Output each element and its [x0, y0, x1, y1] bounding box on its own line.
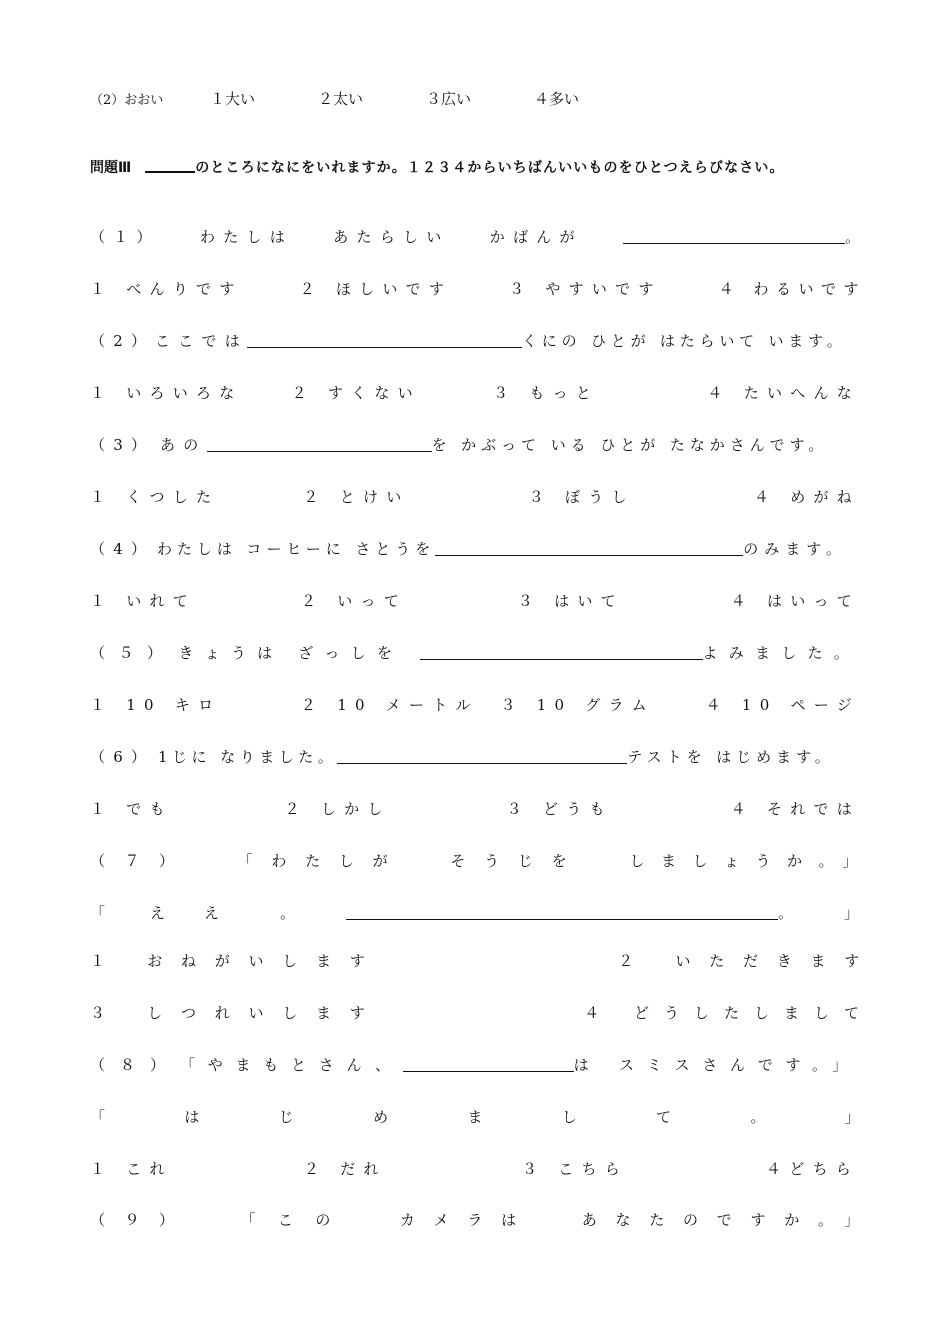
answer-blank [337, 749, 627, 764]
question-text: ここでは [155, 331, 249, 350]
question-7 [90, 848, 874, 872]
options-2 [90, 380, 860, 404]
option-2: ２ いって [300, 591, 407, 610]
question-number: （6） [90, 747, 155, 766]
reply-text: ええ [150, 903, 259, 922]
question-text: 。 [844, 227, 860, 246]
question-text: あの [160, 435, 207, 454]
question-5 [90, 640, 860, 664]
quote-close: 」 [844, 903, 860, 922]
question-4 [90, 536, 860, 560]
answer-blank [247, 333, 522, 348]
question-text: あなたのですか。」 [581, 1210, 878, 1229]
question-text: くにの ひとが はたらいて います。 [522, 331, 847, 350]
option-4: ４どちら [766, 1159, 860, 1178]
reply-char: 「 [90, 1107, 106, 1126]
question-number: （3） [90, 435, 155, 454]
question-2-oooi [90, 86, 860, 110]
answer-blank [623, 229, 845, 244]
question-1 [90, 224, 860, 248]
option-1: １ くつした [90, 487, 220, 506]
reply-8 [90, 1104, 860, 1128]
option-3: ３ もっと [493, 383, 600, 402]
question-text: わたしは [199, 227, 293, 246]
question-text: きょうは [178, 643, 284, 662]
option-2: ２ いただきます [618, 951, 878, 970]
option-4: ４ たいへんな [707, 383, 860, 402]
option-3: ３ しつれいします [90, 1003, 384, 1022]
answer-blank [403, 1057, 574, 1072]
section-instruction: のところになにをいれますか。１２３４からいちばんいいものをひとつえらびなさい。 [195, 160, 785, 176]
question-number: （１） [90, 227, 160, 246]
option-2: ２ だれ [304, 1159, 387, 1178]
option-4: ４多い [534, 89, 580, 108]
option-1: １ おねがいします [90, 951, 384, 970]
option-3: ３ やすいです [509, 279, 662, 298]
option-4: ４ わるいです [718, 279, 866, 298]
question-number: （７） [90, 851, 194, 870]
question-8 [90, 1052, 860, 1076]
options-4 [90, 588, 860, 612]
reply-char: め [373, 1107, 389, 1126]
question-text: テストを はじめます。 [627, 747, 835, 766]
option-1: １ べんりです [90, 279, 243, 298]
option-3: ３ 10 グラム [500, 695, 655, 714]
options-6 [90, 796, 860, 820]
option-2: ２ しかし [284, 799, 391, 818]
option-1: １ いれて [90, 591, 197, 610]
question-text: しましょうか。」 [629, 851, 874, 870]
option-1: １ これ [90, 1159, 173, 1178]
option-4: ４ 10 ページ [705, 695, 860, 714]
question-text: ざっしを [298, 643, 404, 662]
question-text: 「この [240, 1210, 353, 1229]
question-text: 「やまもとさん、 [180, 1055, 403, 1074]
question-number: （８） [90, 1055, 181, 1074]
question-number: （4） [90, 539, 155, 558]
reply-char: 。 [750, 1107, 766, 1126]
option-4: ４ どうしたしまして [584, 1003, 874, 1022]
question-2 [90, 328, 860, 352]
reply-char: て [656, 1107, 672, 1126]
question-number: （５） [90, 643, 176, 662]
option-3: ３ ぼうし [528, 487, 635, 506]
reply-char: は [184, 1107, 200, 1126]
reply-char: 」 [844, 1107, 860, 1126]
option-3: ３ はいて [517, 591, 624, 610]
reply-char: じ [278, 1107, 294, 1126]
question-9 [90, 1207, 878, 1231]
answer-blank [346, 905, 778, 920]
option-1: １大い [210, 89, 256, 108]
option-4: ４ それでは [730, 799, 861, 818]
question-number: （2） [90, 331, 155, 350]
options-5 [90, 692, 860, 716]
option-1: １ 10 キロ [90, 695, 222, 714]
question-text: そうじを [450, 851, 586, 870]
option-4: ４ はいって [730, 591, 860, 610]
question-text: よみました。 [702, 643, 861, 662]
question-text: カメラは [399, 1210, 535, 1229]
option-2: ２ ほしいです [299, 279, 453, 298]
quote-open: 「 [90, 903, 106, 922]
answer-blank [420, 645, 703, 660]
options-7a [90, 948, 878, 972]
reply-7 [90, 900, 860, 924]
section-title: 問題Ⅲ [90, 160, 132, 176]
section-header [90, 155, 860, 179]
option-1: １ でも [90, 799, 173, 818]
option-3: ３広い [426, 89, 472, 108]
question-number: （2）おおい [90, 92, 164, 108]
question-text: あたらしい [333, 227, 450, 246]
reply-char: ま [467, 1107, 483, 1126]
options-1 [90, 276, 866, 300]
question-text: は スミスさんです。」 [573, 1055, 860, 1074]
reply-char: し [561, 1107, 577, 1126]
reply-text: 。 [280, 903, 296, 922]
question-text: のみます。 [743, 539, 847, 558]
option-1: １ いろいろな [90, 383, 243, 402]
answer-blank [145, 161, 195, 173]
option-3: ３ どうも [506, 799, 613, 818]
options-7b [90, 1000, 874, 1024]
question-text: 「わたしが [237, 851, 407, 870]
question-text: 1じに なりました。 [158, 747, 338, 766]
options-8 [90, 1156, 860, 1180]
option-2: ２ とけい [303, 487, 410, 506]
option-3: ３ こちら [522, 1159, 629, 1178]
question-text: かばんが [489, 227, 583, 246]
answer-blank [435, 541, 743, 556]
question-text: わたしは コーヒーに さとうを [157, 539, 436, 558]
answer-blank [207, 437, 432, 452]
options-3 [90, 484, 860, 508]
question-3 [90, 432, 860, 456]
option-2: ２ すくない [291, 383, 421, 402]
option-2: ２ 10 メートル [300, 695, 479, 714]
question-6 [90, 744, 860, 768]
option-4: ４ めがね [753, 487, 861, 506]
reply-text: 。 [778, 903, 794, 922]
question-number: （９） [90, 1210, 194, 1229]
question-text: を かぶって いる ひとが たなかさんです。 [431, 435, 829, 454]
option-2: ２太い [318, 89, 364, 108]
